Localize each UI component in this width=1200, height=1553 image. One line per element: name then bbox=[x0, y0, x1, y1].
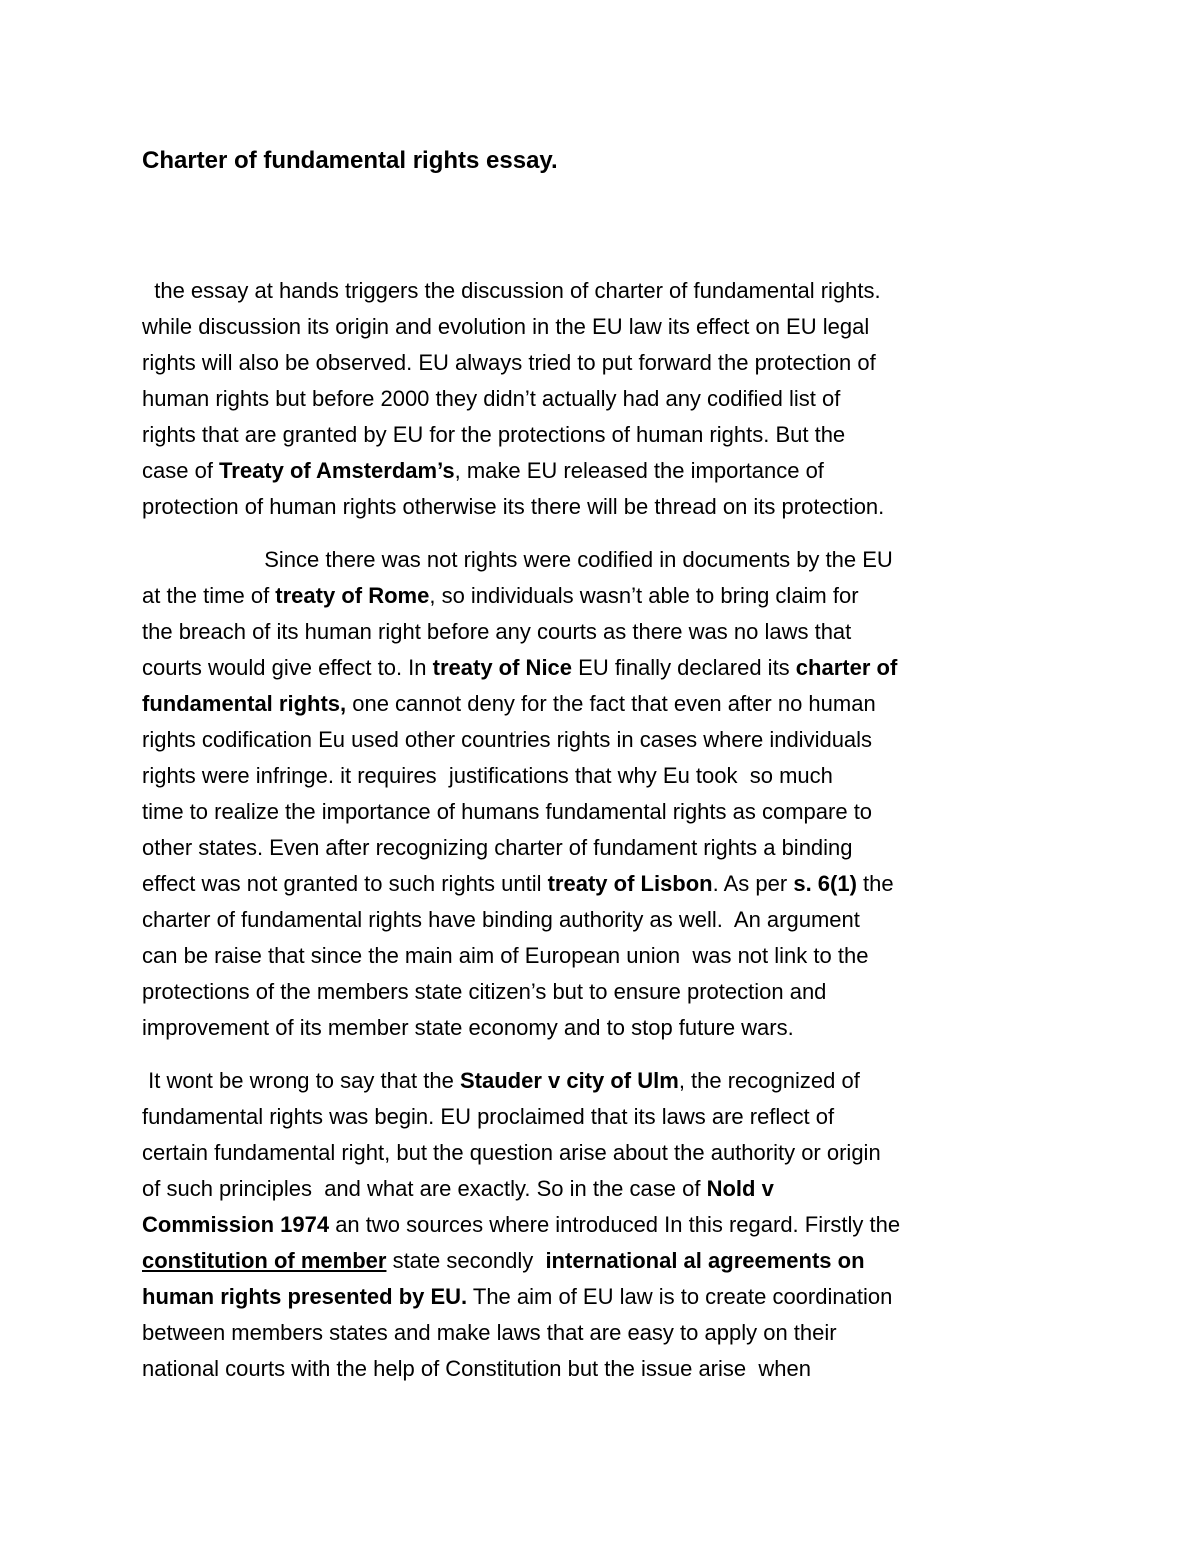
text-line bbox=[142, 762, 833, 790]
text-segment: the breach of its human right before any courts as there was no laws that bbox=[142, 619, 852, 644]
text-line bbox=[142, 870, 894, 898]
text-segment: while discussion its origin and evolution in the EU law its effect on EU legal bbox=[142, 314, 870, 339]
bold-text-segment: Nold v bbox=[706, 1176, 774, 1201]
text-segment: improvement of its member state economy and to stop future wars. bbox=[142, 1015, 794, 1040]
bold-text-segment: international al agreements on bbox=[545, 1248, 865, 1273]
text-segment: fundamental rights was begin. EU proclaimed that its laws are reflect of bbox=[142, 1104, 835, 1129]
bold-text-segment: s. 6(1) bbox=[793, 871, 857, 896]
bold-text-segment: treaty of Nice bbox=[432, 655, 573, 680]
text-segment: charter of fundamental rights have binding authority as well. An argument bbox=[142, 907, 860, 932]
text-line bbox=[142, 1247, 865, 1275]
text-segment: , the recognized of bbox=[678, 1068, 860, 1093]
text-line bbox=[142, 493, 884, 521]
text-segment: the essay at hands triggers the discussion of charter of fundamental rights. bbox=[142, 278, 881, 303]
text-segment: protection of human rights otherwise its there will be thread on its protection. bbox=[142, 494, 885, 519]
text-segment: protections of the members state citizen’s but to ensure protection and bbox=[142, 979, 827, 1004]
text-line bbox=[142, 942, 868, 970]
text-segment: time to realize the importance of humans fundamental rights as compare to bbox=[142, 799, 873, 824]
text-segment: other states. Even after recognizing charter of fundament rights a binding bbox=[142, 835, 853, 860]
text-line bbox=[142, 726, 872, 754]
text-segment: an two sources where introduced In this regard. Firstly the bbox=[329, 1212, 901, 1237]
text-line bbox=[142, 690, 876, 718]
text-line bbox=[142, 457, 824, 485]
text-line bbox=[142, 1319, 837, 1347]
text-segment: human rights but before 2000 they didn’t actually had any codified list of bbox=[142, 386, 841, 411]
text-line bbox=[142, 1067, 860, 1095]
text-segment: case of bbox=[142, 458, 220, 483]
bold-text-segment: fundamental rights, bbox=[142, 691, 347, 716]
text-segment: , so individuals wasn’t able to bring claim for bbox=[429, 583, 859, 608]
text-segment: The aim of EU law is to create coordination bbox=[467, 1284, 893, 1309]
text-segment: courts would give effect to. In bbox=[142, 655, 433, 680]
bold-text-segment: treaty of Lisbon bbox=[547, 871, 713, 896]
text-line bbox=[142, 654, 897, 682]
bold-text-segment: Treaty of Amsterdam’s bbox=[219, 458, 455, 483]
text-line bbox=[142, 978, 826, 1006]
text-line bbox=[142, 421, 845, 449]
text-segment: Since there was not rights were codified in documents by the EU bbox=[142, 547, 893, 572]
text-segment: effect was not granted to such rights until bbox=[142, 871, 548, 896]
text-segment: of such principles and what are exactly. So in the case of bbox=[142, 1176, 707, 1201]
text-line bbox=[142, 385, 840, 413]
text-line bbox=[142, 582, 859, 610]
text-segment: national courts with the help of Constitution but the issue arise when bbox=[142, 1356, 811, 1381]
text-segment: certain fundamental right, but the question arise about the authority or origin bbox=[142, 1140, 881, 1165]
text-line bbox=[142, 1355, 811, 1383]
text-segment: rights codification Eu used other countries rights in cases where individuals bbox=[142, 727, 873, 752]
bold-text-segment: treaty of Rome bbox=[275, 583, 430, 608]
bold-text-segment: Commission 1974 bbox=[142, 1212, 330, 1237]
text-line bbox=[142, 1014, 794, 1042]
text-line bbox=[142, 277, 881, 305]
text-line bbox=[142, 1139, 881, 1167]
text-line bbox=[142, 546, 893, 574]
document-title: Charter of fundamental rights essay. bbox=[142, 147, 558, 174]
text-segment: rights will also be observed. EU always tried to put forward the protection of bbox=[142, 350, 876, 375]
text-segment: between members states and make laws that are easy to apply on their bbox=[142, 1320, 837, 1345]
text-segment: state secondly bbox=[386, 1248, 546, 1273]
text-line bbox=[142, 1175, 774, 1203]
text-line bbox=[142, 906, 860, 934]
text-line bbox=[142, 798, 872, 826]
text-line bbox=[142, 834, 853, 862]
text-segment: rights that are granted by EU for the protections of human rights. But the bbox=[142, 422, 846, 447]
text-segment: at the time of bbox=[142, 583, 276, 608]
text-segment: . As per bbox=[712, 871, 794, 896]
bold-text-segment: constitution of member bbox=[142, 1248, 387, 1273]
bold-text-segment: Stauder v city of Ulm bbox=[459, 1068, 679, 1093]
text-segment: can be raise that since the main aim of European union was not link to the bbox=[142, 943, 869, 968]
text-segment: , make EU released the importance of bbox=[454, 458, 824, 483]
text-segment: one cannot deny for the fact that even after no human bbox=[346, 691, 876, 716]
text-segment: the bbox=[856, 871, 894, 896]
text-line bbox=[142, 1211, 900, 1239]
text-line bbox=[142, 618, 851, 646]
text-line bbox=[142, 349, 876, 377]
text-line bbox=[142, 1283, 892, 1311]
text-segment: EU finally declared its bbox=[572, 655, 796, 680]
bold-text-segment: charter of bbox=[795, 655, 898, 680]
bold-text-segment: human rights presented by EU. bbox=[142, 1284, 468, 1309]
text-segment: It wont be wrong to say that the bbox=[142, 1068, 460, 1093]
text-segment: rights were infringe. it requires justifications that why Eu took so much bbox=[142, 763, 833, 788]
text-line bbox=[142, 313, 869, 341]
text-line bbox=[142, 1103, 834, 1131]
